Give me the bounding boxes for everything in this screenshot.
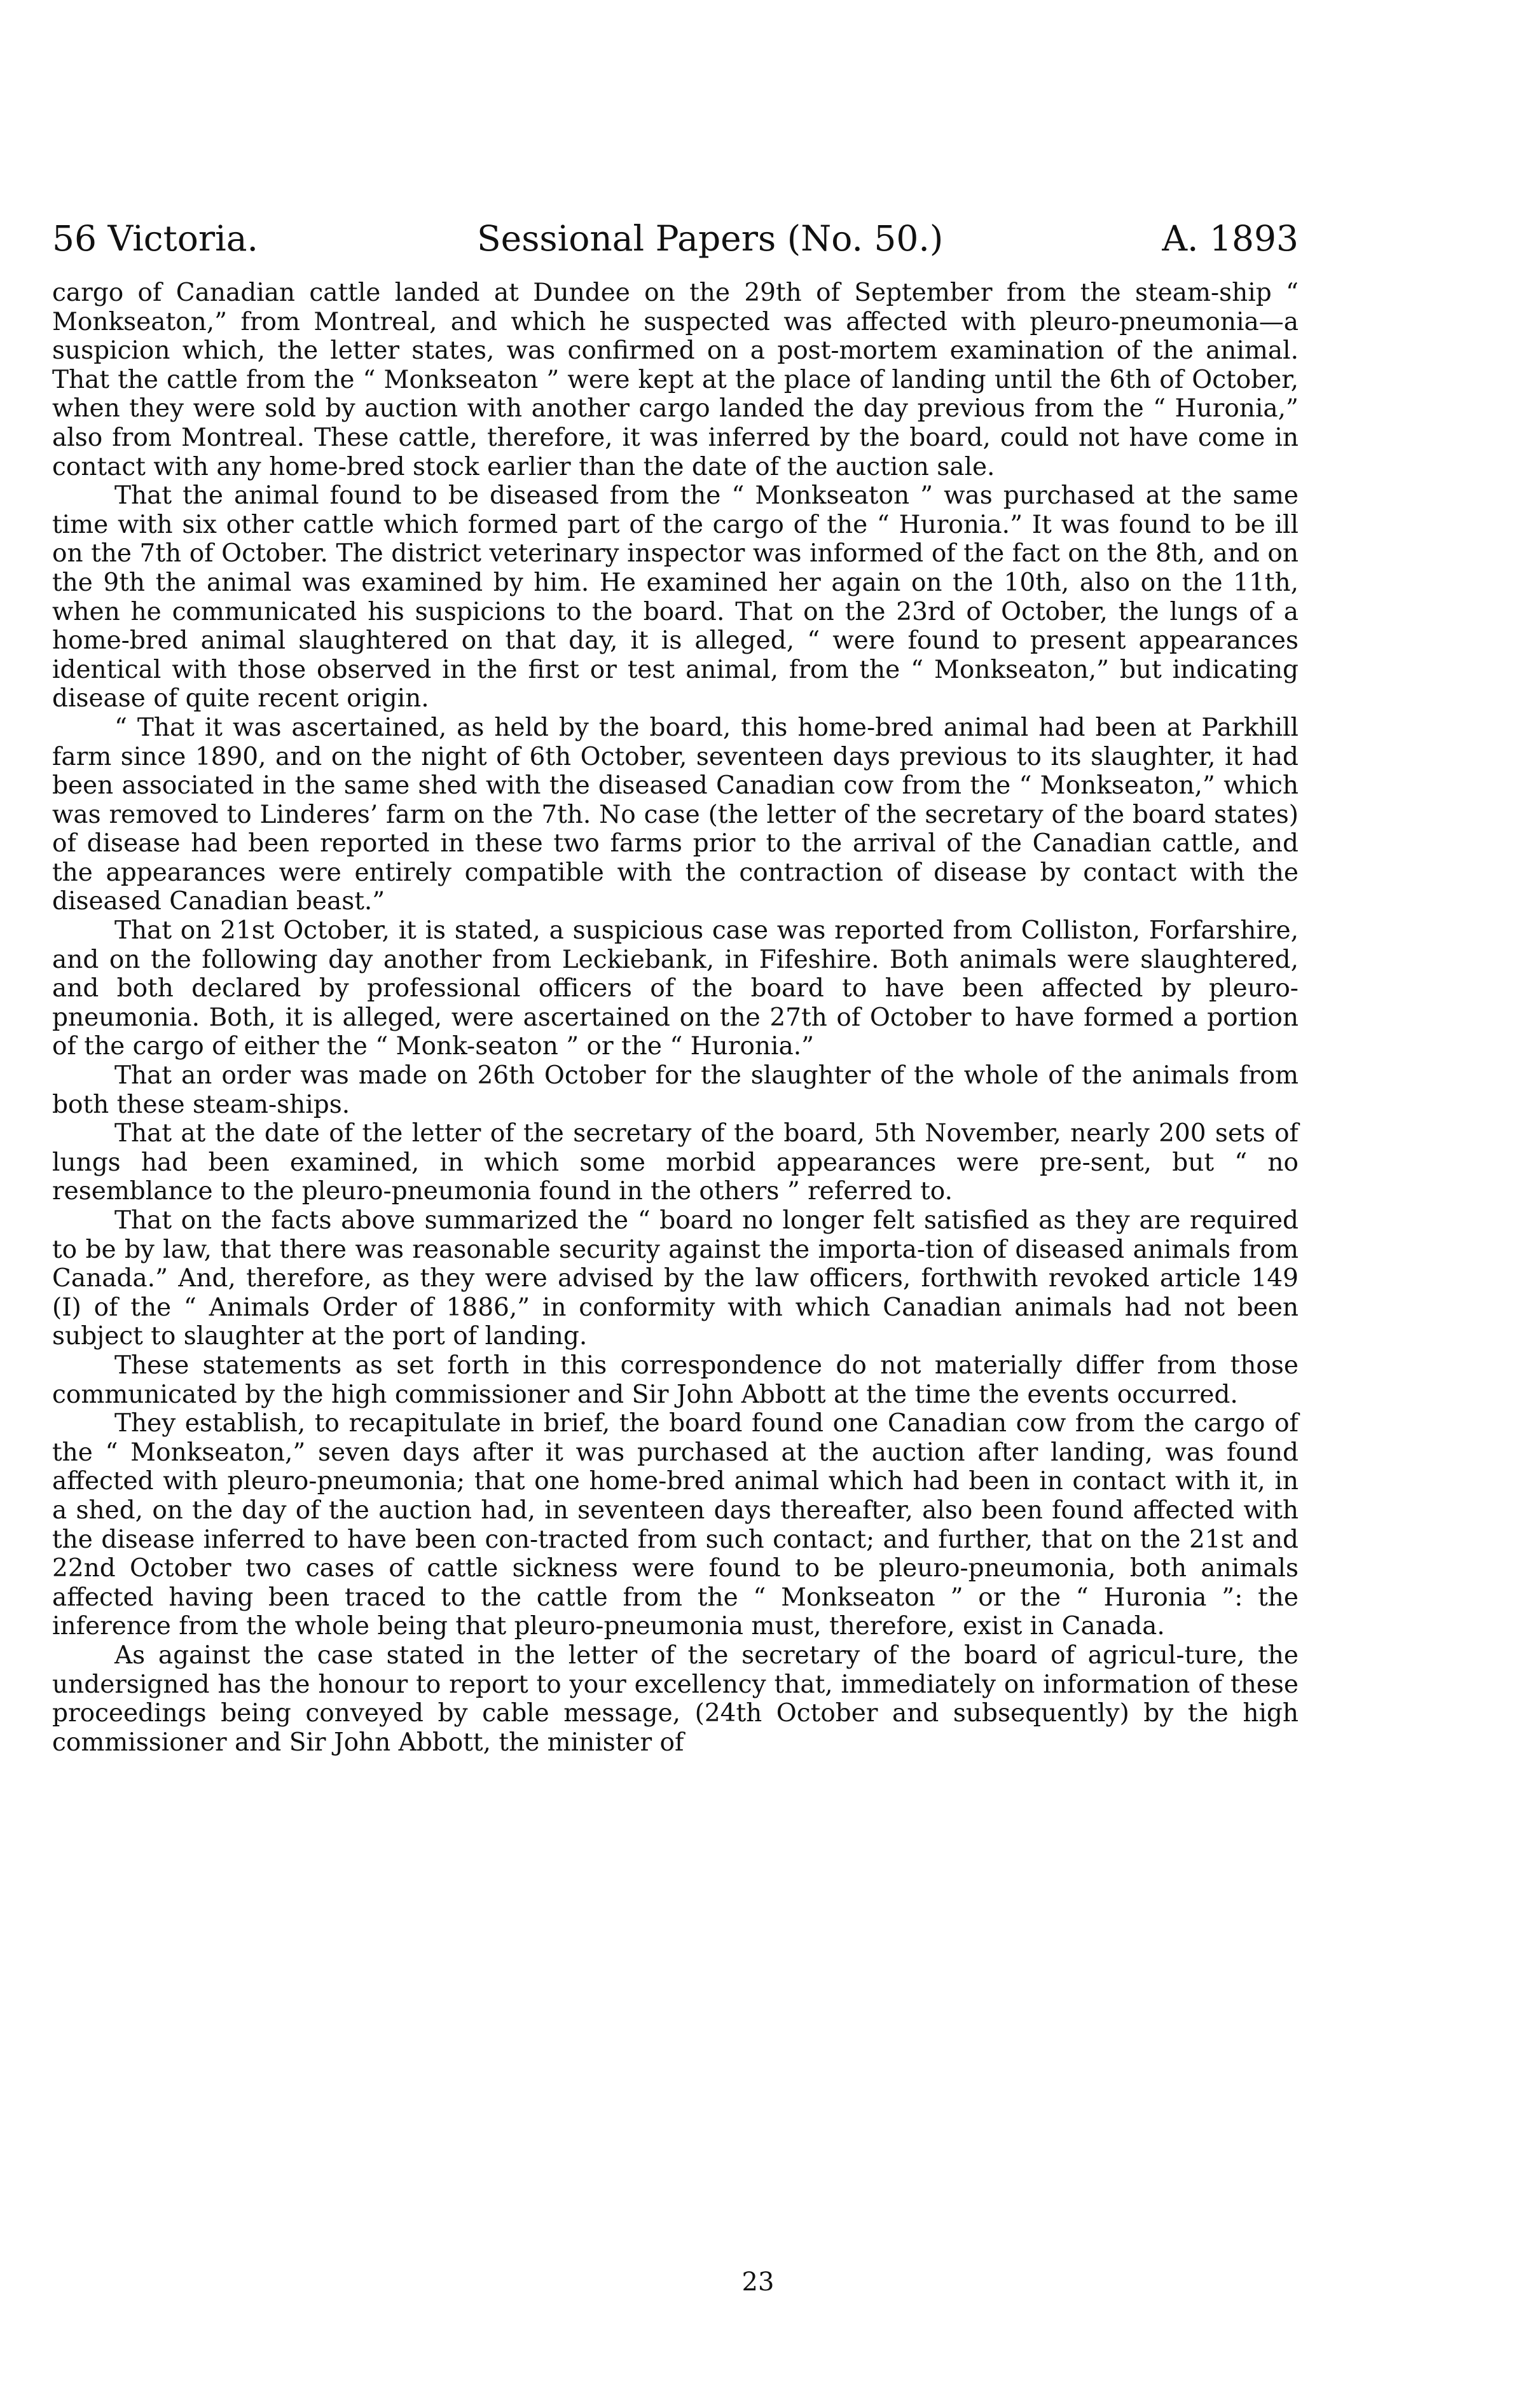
page-number: 23 <box>741 2267 775 2297</box>
header-year: A. 1893 <box>1162 218 1299 259</box>
paragraph-7: That on the facts above summarized the “ board no longer felt satisfied as they are required to be by law, that there was reasonable security against the importa-tion of diseased animals from Canada.” And, therefore, as they were advised by the law officers, forthwith revoked article 149 (I) of the “ Animals Order of 1886,” in conformity with which Canadian animals had not been subject to slaughter at the port of landing. <box>52 1206 1299 1351</box>
body-text <box>52 279 1299 1757</box>
header-title: Sessional Papers (No. 50.) <box>476 218 944 259</box>
running-header <box>52 216 1299 261</box>
page <box>52 216 1299 1757</box>
header-session: 56 Victoria. <box>52 218 258 259</box>
paragraph-4: That on 21st October, it is stated, a suspicious case was reported from Colliston, Forfarshire, and on the following day another from Leckiebank, in Fifeshire. Both animals were slaughtered, and both declared by professional officers of the board to have been affected by pleuro-pneumonia. Both, it is alleged, were ascertained on the 27th of October to have formed a portion of the cargo of either the “ Monk-seaton ” or the “ Huronia.” <box>52 916 1299 1061</box>
paragraph-3: “ That it was ascertained, as held by the board, this home-bred animal had been at Parkhill farm since 1890, and on the night of 6th October, seventeen days previous to its slaughter, it had been associated in the same shed with the diseased Canadian cow from the “ Monkseaton,” which was removed to Linderes’ farm on the 7th. No case (the letter of the secretary of the board states) of disease had been reported in these two farms prior to the arrival of the Canadian cattle, and the appearances were entirely compatible with the contraction of disease by contact with the diseased Canadian beast.” <box>52 713 1299 916</box>
paragraph-9: They establish, to recapitulate in brief, the board found one Canadian cow from the cargo of the “ Monkseaton,” seven days after it was purchased at the auction after landing, was found affected with pleuro-pneumonia; that one home-bred animal which had been in contact with it, in a shed, on the day of the auction had, in seventeen days thereafter, also been found affected with the disease inferred to have been con-tracted from such contact; and further, that on the 21st and 22nd October two cases of cattle sickness were found to be pleuro-pneumonia, both animals affected having been traced to the cattle from the “ Monkseaton ” or the “ Huronia ”: the inference from the whole being that pleuro-pneumonia must, therefore, exist in Canada. <box>52 1409 1299 1641</box>
paragraph-5: That an order was made on 26th October for the slaughter of the whole of the animals from both these steam-ships. <box>52 1061 1299 1119</box>
paragraph-2: That the animal found to be diseased from the “ Monkseaton ” was purchased at the same time with six other cattle which formed part of the cargo of the “ Huronia.” It was found to be ill on the 7th of October. The district veterinary inspector was informed of the fact on the 8th, and on the 9th the animal was examined by him. He examined her again on the 10th, also on the 11th, when he communicated his suspicions to the board. That on the 23rd of October, the lungs of a home-bred animal slaughtered on that day, it is alleged, “ were found to present appearances identical with those observed in the first or test animal, from the “ Monkseaton,” but indicating disease of quite recent origin. <box>52 481 1299 713</box>
paragraph-8: These statements as set forth in this correspondence do not materially differ from those communicated by the high commissioner and Sir John Abbott at the time the events occurred. <box>52 1351 1299 1409</box>
paragraph-1: cargo of Canadian cattle landed at Dundee on the 29th of September from the steam-ship “ Monkseaton,” from Montreal, and which he suspected was affected with pleuro-pneumonia—a suspicion which, the letter states, was confirmed on a post-mortem examination of the animal. That the cattle from the “ Monkseaton ” were kept at the place of landing until the 6th of October, when they were sold by auction with another cargo landed the day previous from the “ Huronia,” also from Montreal. These cattle, therefore, it was inferred by the board, could not have come in contact with any home-bred stock earlier than the date of the auction sale. <box>52 279 1299 481</box>
paragraph-6: That at the date of the letter of the secretary of the board, 5th November, nearly 200 sets of lungs had been examined, in which some morbid appearances were pre-sent, but “ no resemblance to the pleuro-pneumonia found in the others ” referred to. <box>52 1119 1299 1206</box>
paragraph-10: As against the case stated in the letter of the secretary of the board of agricul-ture, the undersigned has the honour to report to your excellency that, immediately on information of these proceedings being conveyed by cable message, (24th October and subsequently) by the high commissioner and Sir John Abbott, the minister of <box>52 1641 1299 1757</box>
